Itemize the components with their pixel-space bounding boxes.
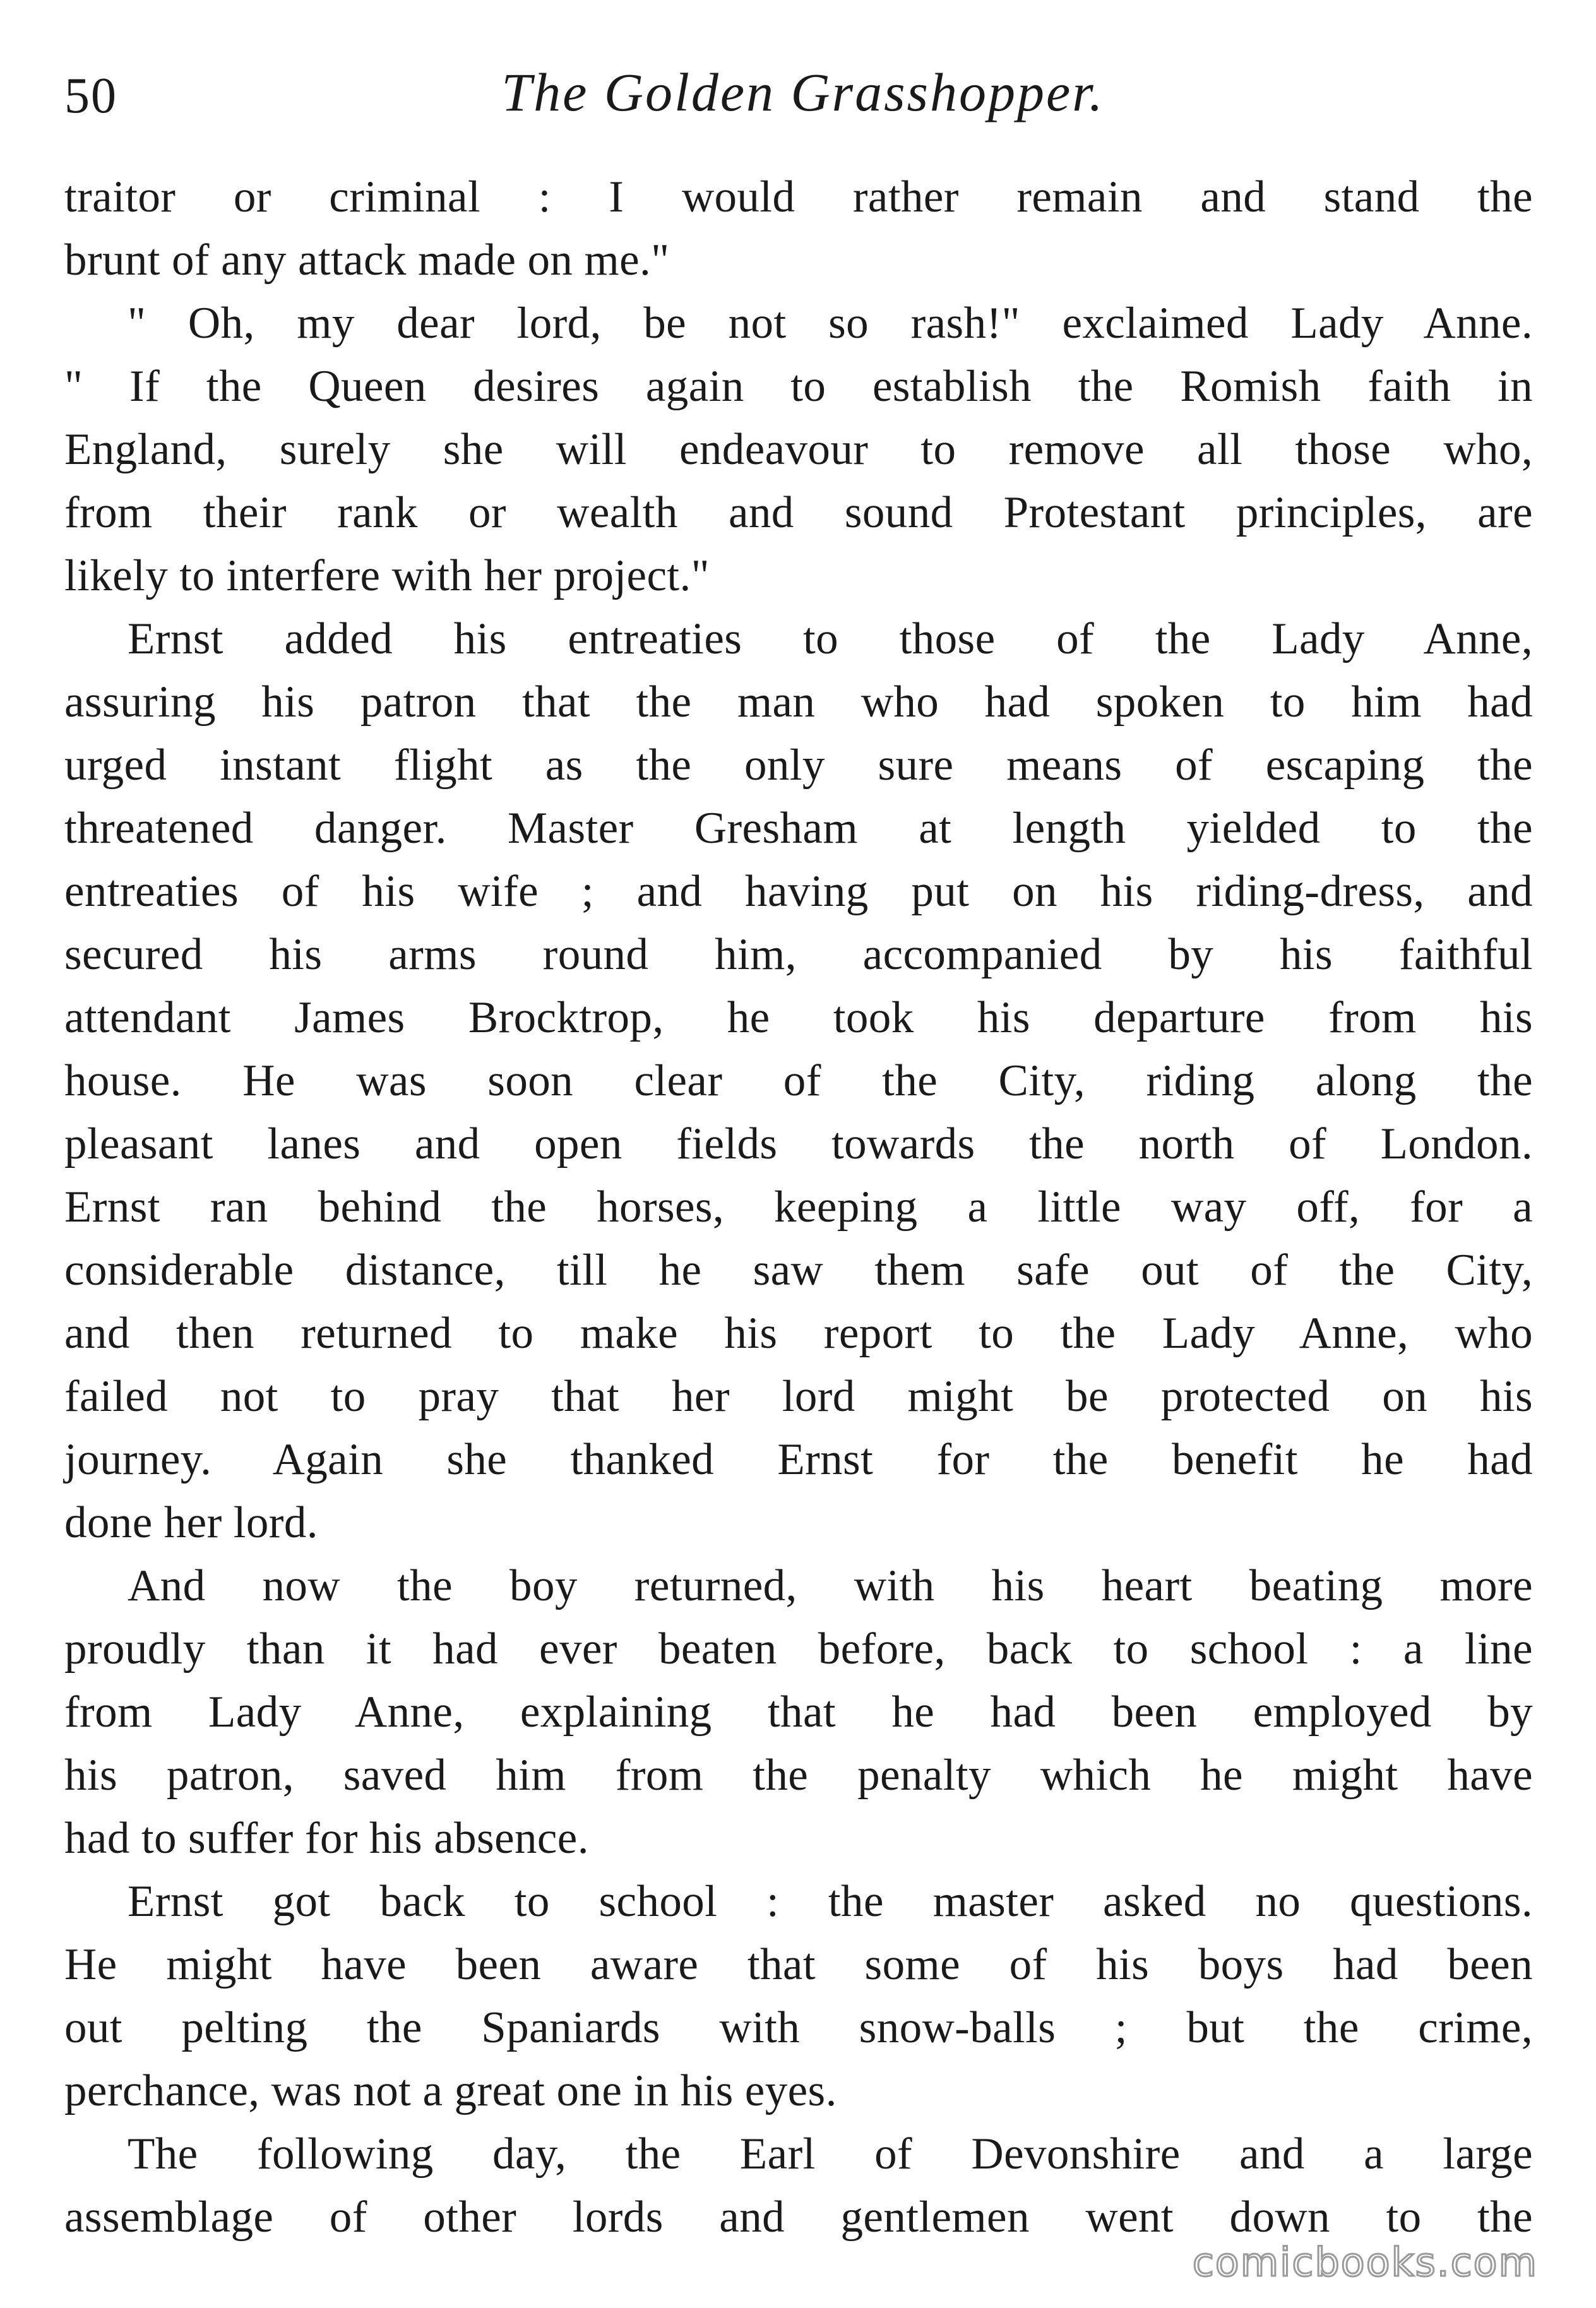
text-line: and then returned to make his report to the Lady Anne, who — [64, 1309, 1533, 1358]
text-line: threatened danger. Master Gresham at length yielded to the — [64, 804, 1533, 853]
text-line: England, surely she will endeavour to remove all those who, — [64, 425, 1533, 474]
text-line: " Oh, my dear lord, be not so rash!" exclaimed Lady Anne. — [128, 299, 1533, 348]
body-text — [64, 165, 1533, 2249]
text-line: journey. Again she thanked Ernst for the benefit he had — [64, 1435, 1533, 1484]
running-title: The Golden Grasshopper. — [501, 62, 1105, 122]
text-line: The following day, the Earl of Devonshire and a large — [128, 2129, 1533, 2179]
text-line: Ernst got back to school : the master asked no questions. — [128, 1877, 1533, 1926]
text-line: urged instant flight as the only sure means of escaping the — [64, 741, 1533, 790]
text-line: " If the Queen desires again to establish the Romish faith in — [64, 362, 1533, 411]
text-line: had to suffer for his absence. — [64, 1814, 589, 1863]
text-line: failed not to pray that her lord might be protected on his — [64, 1372, 1533, 1421]
text-line: pleasant lanes and open fields towards the north of London. — [64, 1119, 1533, 1169]
text-line: attendant James Brocktrop, he took his departure from his — [64, 993, 1533, 1042]
text-line: out pelting the Spaniards with snow-balls ; but the crime, — [64, 2003, 1533, 2052]
text-line: from Lady Anne, explaining that he had been employed by — [64, 1687, 1533, 1737]
text-line: entreaties of his wife ; and having put on his riding-dress, and — [64, 867, 1533, 916]
text-line: Ernst ran behind the horses, keeping a little way off, for a — [64, 1182, 1533, 1232]
text-line: likely to interfere with her project." — [64, 551, 710, 600]
text-line: assemblage of other lords and gentlemen went down to the — [64, 2192, 1533, 2242]
page-header — [64, 61, 1542, 136]
text-line: done her lord. — [64, 1498, 318, 1547]
text-line: brunt of any attack made on me." — [64, 235, 670, 285]
page-number: 50 — [64, 68, 117, 124]
text-line: assuring his patron that the man who had spoken to him had — [64, 677, 1533, 727]
text-line: Ernst added his entreaties to those of the Lady Anne, — [128, 614, 1533, 663]
text-line: proudly than it had ever beaten before, back to school : a line — [64, 1624, 1533, 1674]
text-line: from their rank or wealth and sound Protestant principles, are — [64, 488, 1533, 537]
text-line: considerable distance, till he saw them safe out of the City, — [64, 1246, 1533, 1295]
text-line: He might have been aware that some of his boys had been — [64, 1940, 1533, 1989]
watermark: comicbooks.com — [1192, 2239, 1538, 2285]
text-line: traitor or criminal : I would rather remain and stand the — [64, 172, 1533, 222]
text-line: his patron, saved him from the penalty which he might have — [64, 1751, 1533, 1800]
text-line: And now the boy returned, with his heart beating more — [128, 1561, 1533, 1610]
text-line: house. He was soon clear of the City, riding along the — [64, 1056, 1533, 1105]
text-line: secured his arms round him, accompanied by his faithful — [64, 930, 1533, 979]
text-line: perchance, was not a great one in his eyes. — [64, 2066, 837, 2115]
